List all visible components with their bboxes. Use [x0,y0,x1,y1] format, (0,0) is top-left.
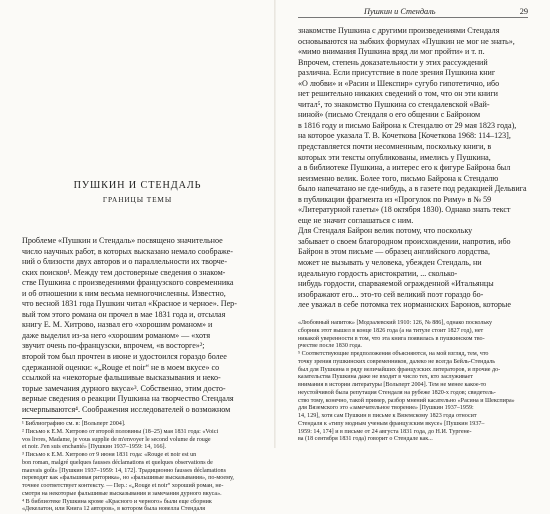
body-line: а в библиотеке Пушкина, а интерес его к фигуре Байрона был [298,163,511,173]
body-line: Впрочем, степень доказательности у этих рассуждений [298,57,488,67]
footnote-line: был для Пушкина в ряду величайших французских литераторов, и прочие до- [298,366,501,373]
running-head [298,7,528,18]
body-line: что весной 1831 года Пушкин читал «Красное и черное». Пер- [22,299,237,309]
page-number: 29 [519,7,528,16]
body-line: которых эти тексты опубликованы, имелись у Пушкина, [298,152,491,162]
chapter-title: ПУШКИН И СТЕНДАЛЬ [73,180,202,191]
footnote-line: et noir. J'en suis enchanté» [Пушкин 1937–1959: 14, 166]. [22,444,167,451]
footnote-line: смотря на некоторые фальшивые высказывания и замечания дурного вкуса». [22,490,222,497]
footnote-line: 1959: 14, 174] и в письме от 24 августа 1831 года, до Н.И. Тургене- [298,428,472,435]
footnote-line: неустойчивой была репутация Стендаля на рубеже 1820-х годов; свидетель- [298,389,496,396]
body-line: основываются на зыбких формулах «Пушкин не мог не знать», [298,36,515,46]
footnote-line: ² Письмо к Е.М. Хитрово от второй половины (18–25) мая 1831 года: «Voici [22,428,219,435]
left-page [0,0,275,513]
body-line: было напечатано не где-нибудь, а в газете под редакцией Дельвига [298,184,527,194]
footnote-line: ¹ Библиографию см. в: [Вольперт 2004]. [22,421,126,427]
footnote-line: ³ Письмо к Е.М. Хитрово от 9 июня 1831 года: «Rouge et noir est un [22,452,197,458]
body-line: различна. Если присутствие в поле зрения Пушкина книг [298,68,496,78]
footnote-line: vos livres, Madame, je vous supplie de m'envoyer le second volume de rouge [22,436,211,443]
footnote-line: сборник этот вышел в конце 1826 года (а на титуле стоит 1827 год), нет [298,327,484,334]
body-line: второй том был прочтен в июне и удостоился гораздо более [22,352,227,362]
footnote-line: mauvais goût» [Пушкин 1937–1959: 14, 172]. Традиционно fausses déclamations [22,467,226,474]
footnote-line: казательства Пушкина даже не входят в число тех, кто заслуживает [298,374,473,381]
footnote-line: «Любовный напиток» [Модзалевский 1910: 126, № 886], однако поскольку [298,320,493,326]
body-line: в публикации фрагмента из «Прогулок по Риму» в № 59 [298,194,492,204]
body-line: и об отношении к ним весьма немногочисленны. Известно, [22,288,226,298]
footnote-line: ⁴ В библиотеке Пушкина кроме «Красного и черного» были еще сборник [22,498,212,505]
body-line: представляется почти несомненным, поскольку книги, в [298,142,492,152]
body-line: звучит очень по-французски, впрочем, «в восторге»²; [22,341,205,351]
body-line: Проблеме «Пушкин и Стендаль» посвящено значительное [22,236,223,245]
footnote-line: рчестве после 1830 года. [298,343,362,350]
body-line: книгу Е. М. Хитрово, назвал его «хорошим романом» и [22,320,213,330]
body-line: ний о близости двух авторов и о параллельности их творче- [22,257,228,267]
body-line: исчерпываются⁴. Соображения исследователей о возможном [22,404,231,414]
footnote-line: ва (18 сентября 1831 года) говорит о Стендале как... [298,436,433,443]
body-line: Байрон в этом письме — образец английского лордства, [298,247,491,257]
body-line: изображают его... это-то сей великий поэт гораздо бо- [298,289,484,299]
body-line: «мимо внимания Пушкина вряд ли мог пройти» и т. п. [298,47,485,57]
body-line: нибудь гордости, спарваяемой огражденной «Итальянцы [298,279,494,289]
footnote-line: 14, 129], хотя сам Пушкин в письме к Вяземскому 1823 года относит [298,413,477,419]
footnote-line: «Декелатон, или Книга 12 авторов», в котором была новелла Стендаля [22,506,206,513]
footnote-line: bon roman, malgré quelques fausses déclamations et quelques observations de [22,459,213,466]
body-line: ссылкой на «некоторые фальшивые высказывания и неко- [22,373,221,383]
left-footnotes [22,421,260,514]
body-line: нет решительно никаких сведений о том, что он эти книги [298,89,498,99]
body-line: в 1816 году и письмо Байрона к Стендалю от 29 мая 1823 года), [298,120,517,130]
body-line: верные сведения о реакции Пушкина на творчество Стендаля [22,394,234,404]
body-line: идеальную гордость аристократии, ... сколько- [298,268,458,278]
body-line: еще не значит соглашаться с ним. [298,215,414,225]
footnote-line: переводят как «фальшивая риторика», но «фальшивые высказывания», по-моему, [22,475,234,482]
footnote-line: никакой уверенности в том, что эта книга появилась в пушкинском тво- [298,335,485,342]
footnote-line: точнее соответствует контексту. — Пер.: «„Rouge et noir“ хороший роман, не- [22,483,224,489]
footnote-rule-left [22,418,82,419]
body-line: ниной» (письмо Стендаля о его общении с Байроном [298,110,481,120]
page-gutter [274,0,276,448]
body-line: лее уважал в себе потомка тех норманнских Баронов, которые [298,300,511,310]
body-line: торые замечания дурного вкуса»³. Собственно, этим досто- [22,383,226,393]
body-line: Для Стендаля Байрон велик потому, что поскольку [298,226,473,236]
body-line: на которое указала Т. В. Кочеткова [Кочеткова 1968: 114–123], [298,131,511,141]
body-line: ских поисков¹. Между тем достоверные сведения о знаком- [22,267,226,277]
footnote-line: точку зрения пушкинских современников, далеко не всегда Бейль-Стендаль [298,358,496,365]
footnote-line: ство тому, конечно, такой пример, разбор мнений касательно «Расина и Шекспира» [298,397,515,404]
running-head-title: Пушкин и Стендаль [364,7,436,16]
body-line: даже выделил из-за него «хорошим романом» — «хотя [22,330,211,340]
body-line: «Литературной газеты» (18 октября 1830). Однако знать текст [298,205,511,215]
right-body-text [298,26,528,311]
chapter-subtitle: ГРАНИЦЫ ТЕМЫ [102,195,173,204]
body-line: неизменно велик. Более того, письмо Байрона к Стендалю [298,173,499,183]
body-line: знакомстве Пушкина с другими произведениями Стендаля [298,26,500,35]
body-line: «О любви» и «Расин и Шекспир» сугубо гипотетично, ибо [298,78,500,88]
body-line: читал⁵, то знакомство Пушкина со стендалевской «Вай- [298,99,490,109]
right-footnotes [298,320,528,444]
left-body-text [22,236,260,415]
footnote-line: для Вяземского это «замечательное творение» [Пушкин 1937–1959: [298,405,474,412]
body-line: стве Пушкина с произведениями французского современника [22,278,234,288]
body-line: сдержанной оценки: «„Rouge et noir“ не в моем вкусе» со [22,362,220,372]
body-line: забывает о своем благородном происхождении, напротив, ибо [298,236,511,246]
body-line: число научных работ, в которых высказано немало соображе- [22,246,233,256]
footnote-line: внимания в истории литературы [Вольперт 2004]. Тем не менее какое-то [298,382,487,388]
footnote-line: ⁵ Соответствующие предположения объясняются, на мой взгляд, тем, что [298,351,489,357]
body-line: может не вызывать у человека, убежден Стендаль, ни [298,258,482,268]
footnote-line: Стендаля к «типу модным ученым французским вкусе» [Пушкин 1937– [298,420,485,427]
body-line: вый том этого романа он прочел в мае 1831 года и, отсылая [22,309,226,319]
